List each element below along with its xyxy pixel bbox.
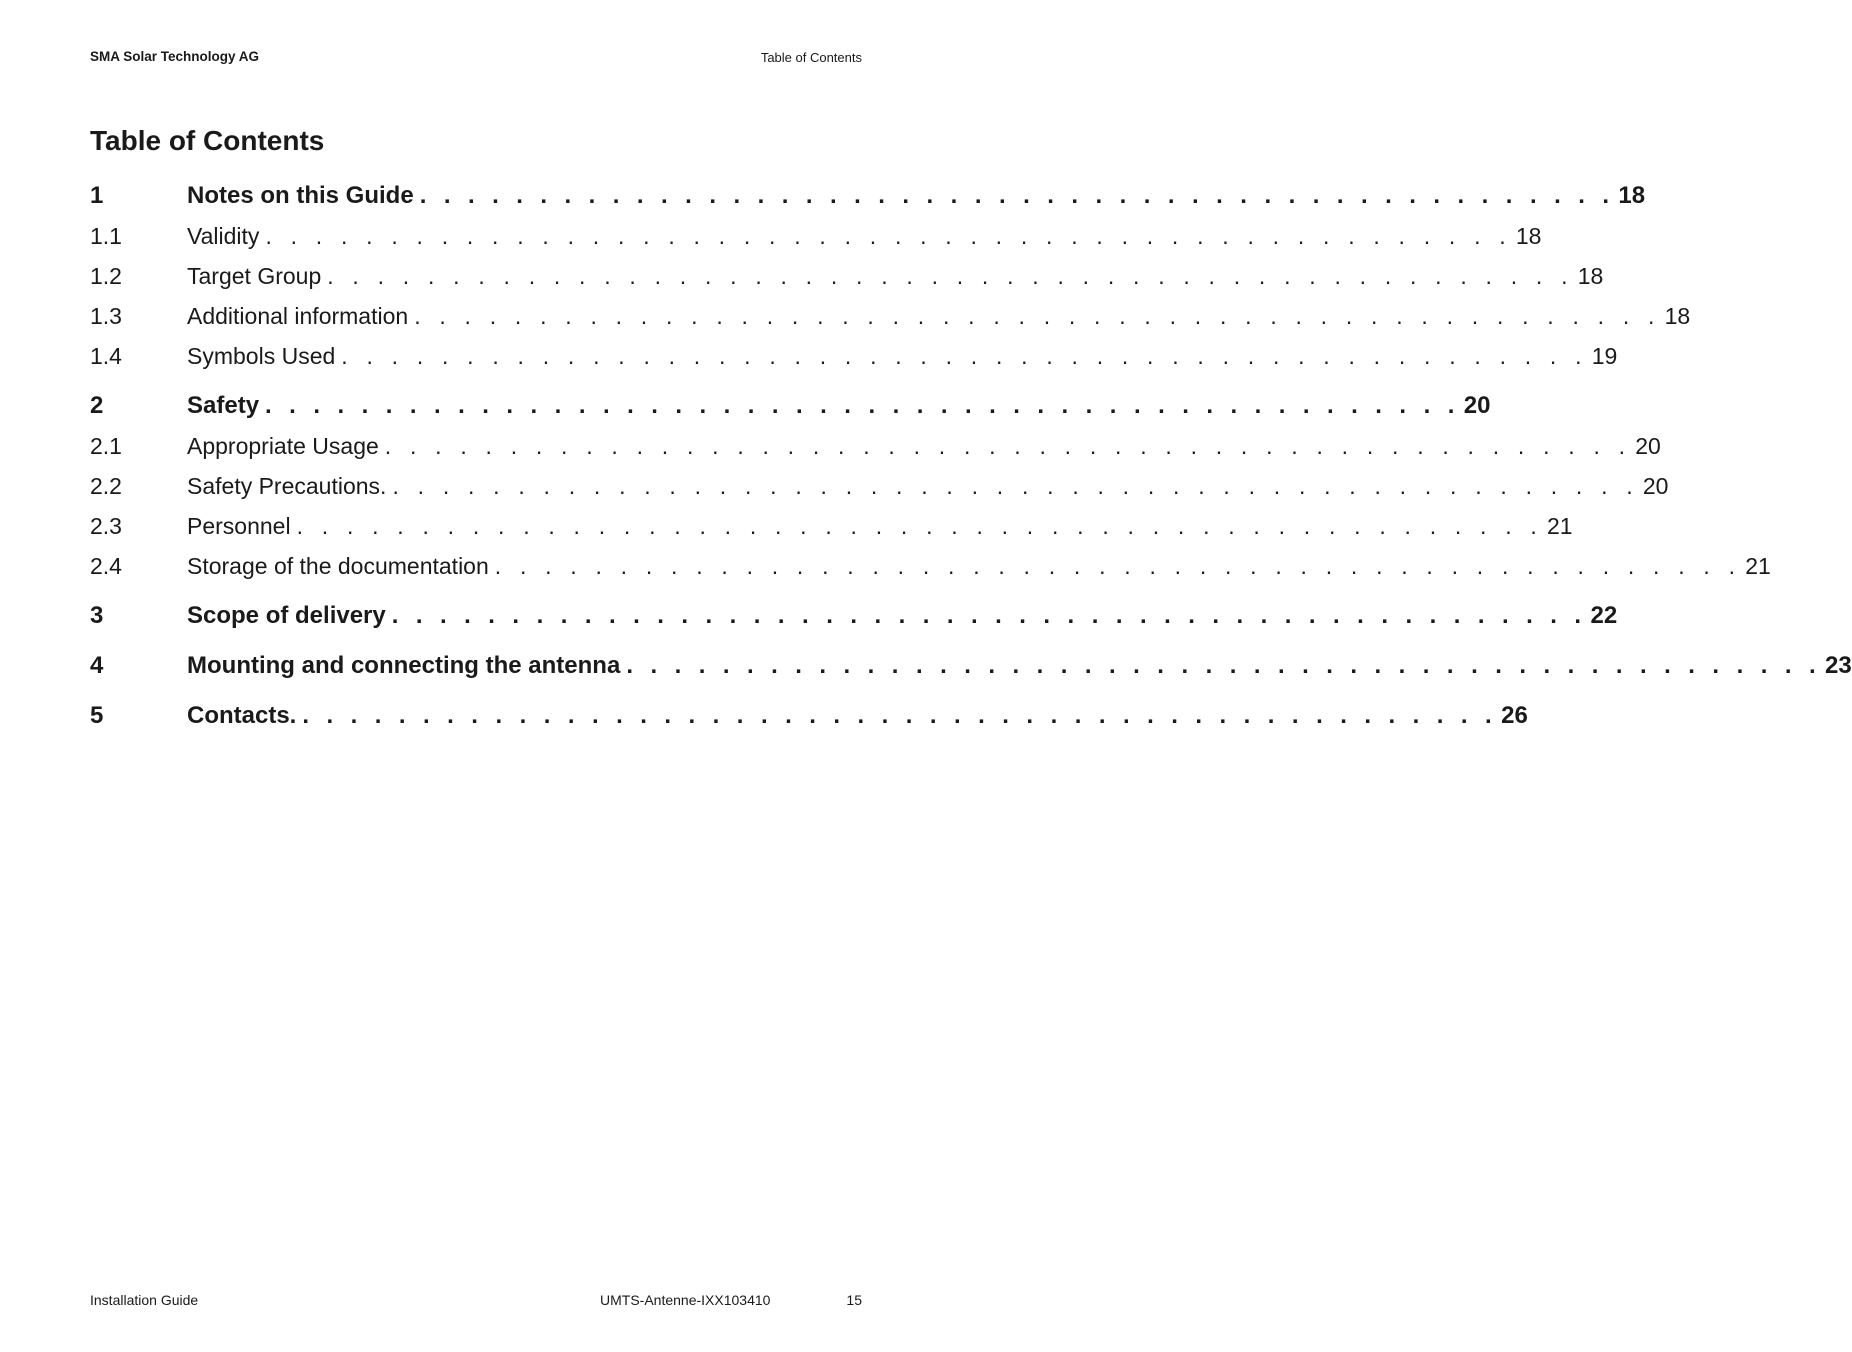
toc-page: 18 [1618,182,1646,209]
toc-leader: . . . . . . . . . . . . . . . . . . . . . . . . . . . . . . . . . . . . . . . . . . . . . . . . . . [296,513,1544,539]
toc-number: 2.1 [90,433,122,459]
toc-page: 20 [1635,433,1661,459]
footer-page-number: 15 [846,1292,862,1308]
toc-title: Scope of delivery [187,595,392,636]
footer-doc-id: UMTS-Antenne-IXX103410 [600,1292,771,1308]
toc-leader: . . . . . . . . . . . . . . . . . . . . . . . . . . . . . . . . . . . . . . . . . . . . . . . . . . [265,392,1460,419]
toc-page: 22 [1590,602,1618,629]
toc-page: 20 [1642,473,1669,499]
toc-leader: . . . . . . . . . . . . . . . . . . . . . . . . . . . . . . . . . . . . . . . . . . . . . . . . . . [384,433,1632,459]
toc-page: 21 [1547,513,1573,539]
toc-number: 2.2 [90,473,122,499]
toc-number: 1 [90,182,104,209]
page-title: Table of Contents [90,125,325,156]
toc-entry-chapter-2[interactable] [90,385,1491,426]
toc-title: Validity [187,216,265,256]
toc-title: Appropriate Usage [187,426,385,466]
toc-leader: . . . . . . . . . . . . . . . . . . . . . . . . . . . . . . . . . . . . . . . . . . . . . . . . . . [327,263,1574,289]
toc-number: 1.3 [90,303,122,329]
toc-entry-section-2-1[interactable] [90,426,1661,466]
toc-title: Personnel [187,506,297,546]
toc-leader: . . . . . . . . . . . . . . . . . . . . . . . . . . . . . . . . . . . . . . . . . . . . . . . . . . [494,553,1742,579]
toc-page: 21 [1745,553,1771,579]
toc-number: 2 [90,392,104,419]
toc-entry-section-1-3[interactable] [90,296,1691,336]
header-section: Table of Contents [760,50,862,65]
toc-number: 1.2 [90,263,122,289]
toc-entry-section-1-1[interactable] [90,216,1542,256]
footer-doc-type: Installation Guide [90,1292,199,1308]
header-company: SMA Solar Technology AG [90,49,260,64]
toc-leader: . . . . . . . . . . . . . . . . . . . . . . . . . . . . . . . . . . . . . . . . . . . . . . . . . . [419,182,1615,209]
toc-leader: . . . . . . . . . . . . . . . . . . . . . . . . . . . . . . . . . . . . . . . . . . . . . . . . . . [414,303,1661,329]
toc-title: Safety Precautions. [187,466,392,506]
toc-entry-chapter-3[interactable] [90,595,1618,636]
toc-page: 23 [1825,652,1852,679]
toc-number: 2.4 [90,553,122,579]
toc-page: 18 [1515,223,1542,249]
toc-leader: . . . . . . . . . . . . . . . . . . . . . . . . . . . . . . . . . . . . . . . . . . . . . . . . . . [265,223,1512,249]
toc-entry-chapter-4[interactable] [90,645,1852,686]
toc-title: Symbols Used [187,336,341,376]
toc-number: 1.4 [90,343,122,369]
toc-entry-section-2-2[interactable] [90,466,1669,506]
toc-page: 20 [1463,392,1491,419]
toc-number: 5 [90,702,104,729]
toc-leader: . . . . . . . . . . . . . . . . . . . . . . . . . . . . . . . . . . . . . . . . . . . . . . . . . . [341,343,1588,369]
toc-title: Safety [187,385,265,426]
toc-number: 2.3 [90,513,122,539]
toc-page: 18 [1577,263,1604,289]
toc-title: Additional information [187,296,414,336]
toc-entry-section-1-2[interactable] [90,256,1604,296]
toc-entry-chapter-5[interactable] [90,695,1528,736]
toc-page: 18 [1664,303,1691,329]
toc-number: 4 [90,652,104,679]
toc-leader: . . . . . . . . . . . . . . . . . . . . . . . . . . . . . . . . . . . . . . . . . . . . . . . . . . [391,602,1587,629]
toc-title: Notes on this Guide [187,175,420,216]
toc-title: Mounting and connecting the antenna [187,645,626,686]
toc-title: Target Group [187,256,327,296]
toc-leader: . . . . . . . . . . . . . . . . . . . . . . . . . . . . . . . . . . . . . . . . . . . . . . . . . . [626,652,1822,679]
toc-entry-chapter-1[interactable] [90,175,1646,216]
toc-page: 26 [1501,702,1528,729]
toc-entry-section-2-4[interactable] [90,546,1771,586]
toc-title: Storage of the documentation [187,546,495,586]
toc-number: 3 [90,602,104,629]
toc-entry-section-1-4[interactable] [90,336,1618,376]
toc-page: 19 [1591,343,1618,369]
toc-leader: . . . . . . . . . . . . . . . . . . . . . . . . . . . . . . . . . . . . . . . . . . . . . . . . . . [392,473,1639,499]
table-of-contents [90,175,1852,736]
toc-title: Contacts. [187,695,302,736]
toc-number: 1.1 [90,223,122,249]
toc-leader: . . . . . . . . . . . . . . . . . . . . . . . . . . . . . . . . . . . . . . . . . . . . . . . . . . [302,702,1498,729]
toc-entry-section-2-3[interactable] [90,506,1573,546]
